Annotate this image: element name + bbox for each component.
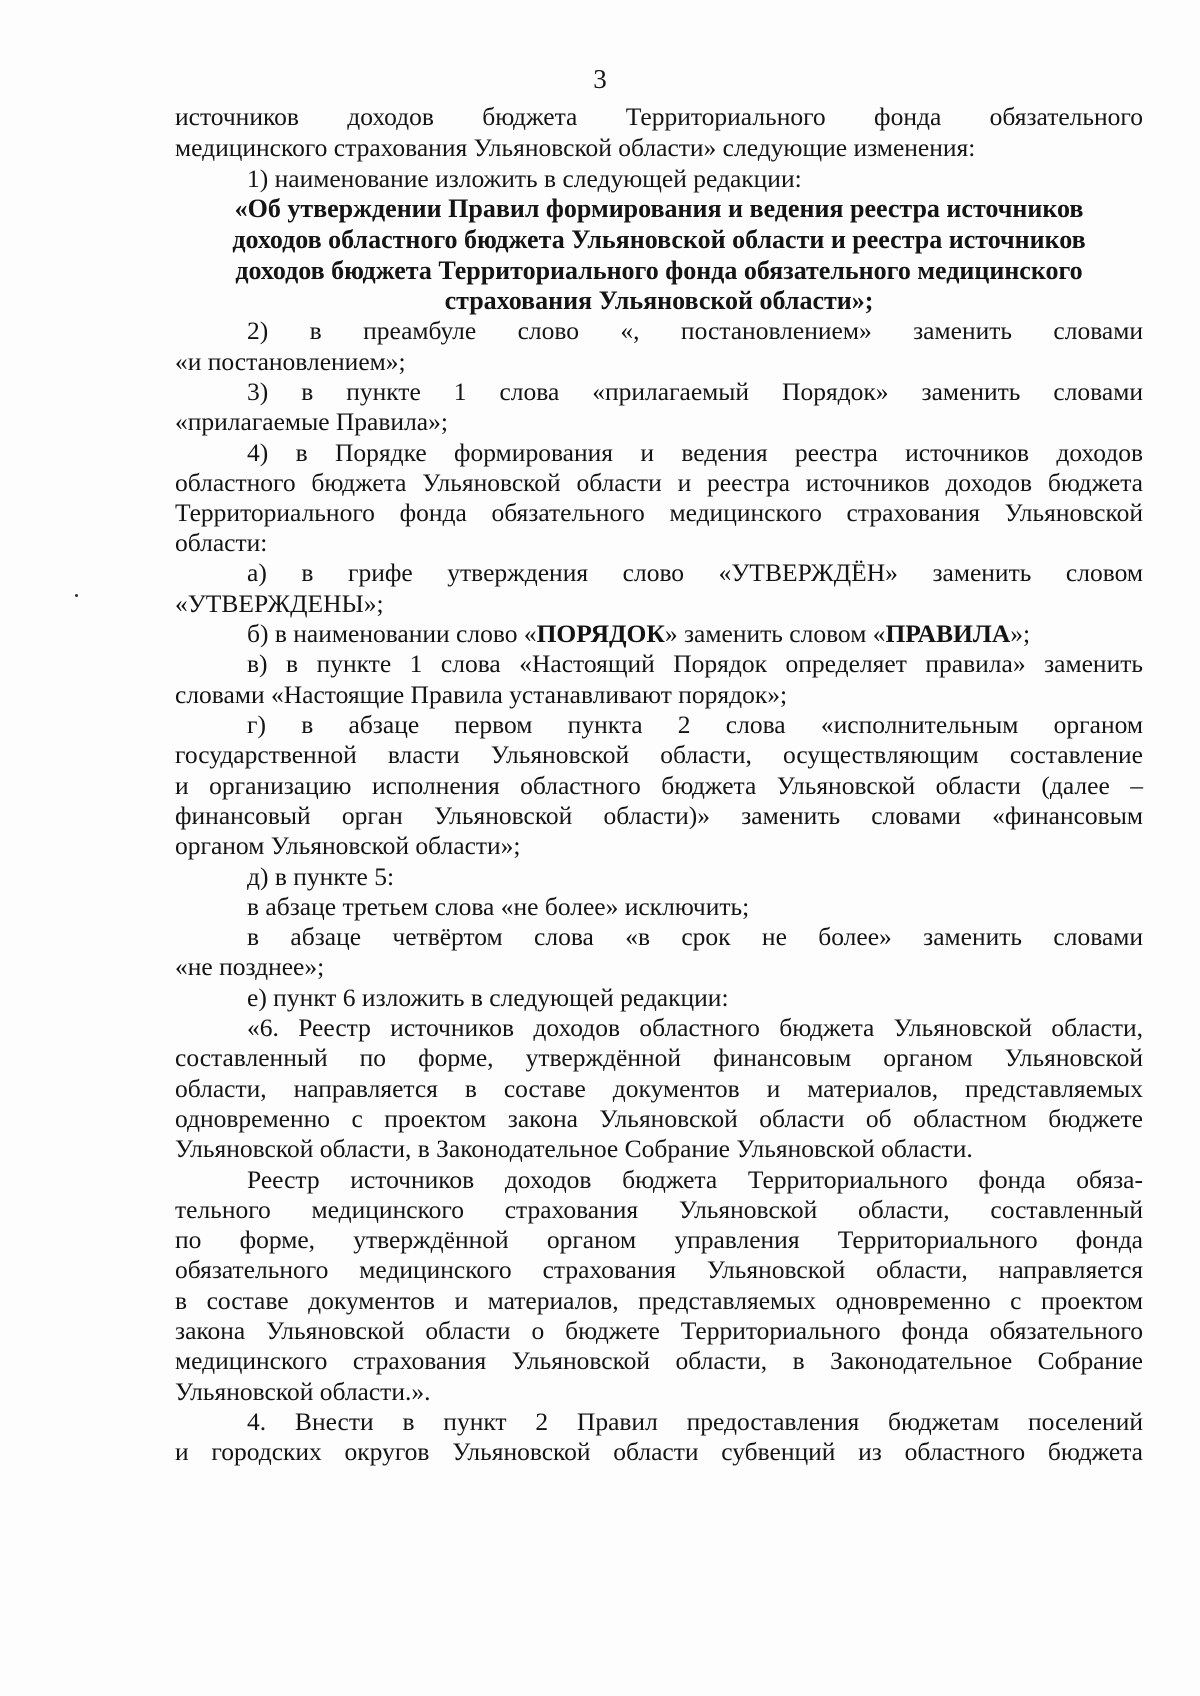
text-line: области: — [175, 528, 268, 557]
text-line: финансовый орган Ульяновской области)» заменить словами «финансовым — [175, 801, 1143, 830]
text-line: в) в пункте 1 слова «Настоящий Порядок определяет правила» заменить — [247, 649, 1143, 678]
text-line: и организацию исполнения областного бюджета Ульяновской области (далее – — [175, 771, 1143, 800]
text-line: области, направляется в составе документов и материалов, представляемых — [175, 1074, 1143, 1103]
heading-line: доходов областного бюджета Ульяновской области и реестра источников — [232, 225, 1086, 254]
text-line: е) пункт 6 изложить в следующей редакции: — [247, 983, 729, 1012]
text-line: 1) наименование изложить в следующей редакции: — [247, 164, 802, 193]
text-line: в составе документов и материалов, представляемых одновременно с проектом — [175, 1286, 1143, 1315]
text-line: «не позднее»; — [175, 952, 325, 981]
text-line: одновременно с проектом закона Ульяновской области об областном бюджете — [175, 1104, 1143, 1133]
text-line: Ульяновской области, в Законодательное Собрание Ульяновской области. — [175, 1134, 973, 1163]
text-line: в абзаце четвёртом слова «в срок не более» заменить словами — [247, 922, 1143, 951]
text-line: по форме, утверждённой органом управления Территориального фонда — [175, 1225, 1143, 1254]
text-line: источников доходов бюджета Территориального фонда обязательного — [175, 102, 1143, 131]
heading-line: страхования Ульяновской области»; — [444, 286, 874, 315]
text-line: медицинского страхования Ульяновской области, в Законодательное Собрание — [175, 1346, 1143, 1375]
scan-speck — [75, 594, 78, 597]
bold-word-poryadok: ПОРЯДОК — [536, 619, 665, 648]
text-line: Ульяновской области.». — [175, 1377, 431, 1406]
text-line: 3) в пункте 1 слова «прилагаемый Порядок» заменить словами — [247, 377, 1143, 406]
text-line: Реестр источников доходов бюджета Территориального фонда обяза- — [247, 1165, 1143, 1194]
text-line-mixed — [247, 618, 1143, 650]
text-line: г) в абзаце первом пункта 2 слова «исполнительным органом — [247, 710, 1143, 739]
text-line: обязательного медицинского страхования Ульяновской области, направляется — [175, 1255, 1143, 1284]
text-line: «УТВЕРЖДЕНЫ»; — [175, 589, 384, 618]
text-line: органом Ульяновской области»; — [175, 831, 521, 860]
text-line: 2) в преамбуле слово «, постановлением» заменить словами — [247, 316, 1143, 345]
text-line: словами «Настоящие Правила устанавливают порядок»; — [175, 680, 788, 709]
bold-word-pravila: ПРАВИЛА — [885, 619, 1011, 648]
text-line: в абзаце третьем слова «не более» исключить; — [247, 892, 750, 921]
text-line: а) в грифе утверждения слово «УТВЕРЖДЁН» заменить словом — [247, 558, 1143, 587]
text-line: 4. Внести в пункт 2 Правил предоставления бюджетам поселений — [247, 1407, 1143, 1436]
text-line: «и постановлением»; — [175, 347, 406, 376]
heading-line: «Об утверждении Правил формирования и ведения реестра источников — [234, 194, 1084, 223]
text-segment: б) в наименовании слово « — [247, 619, 537, 648]
text-line: тельного медицинского страхования Ульяновской области, составленный — [175, 1195, 1143, 1224]
page-number: 3 — [593, 64, 607, 94]
heading-line: доходов бюджета Территориального фонда обязательного медицинского — [235, 256, 1083, 285]
text-segment: » заменить словом « — [664, 619, 886, 648]
text-line: закона Ульяновской области о бюджете Территориального фонда обязательного — [175, 1316, 1143, 1345]
text-line: «6. Реестр источников доходов областного бюджета Ульяновской области, — [247, 1013, 1143, 1042]
text-line: областного бюджета Ульяновской области и реестра источников доходов бюджета — [175, 468, 1143, 497]
text-line: государственной власти Ульяновской области, осуществляющим составление — [175, 740, 1143, 769]
text-line: Территориального фонда обязательного медицинского страхования Ульяновской — [175, 498, 1143, 527]
text-line: 4) в Порядке формирования и ведения реестра источников доходов — [247, 438, 1143, 467]
text-line: «прилагаемые Правила»; — [175, 407, 448, 436]
text-line: и городских округов Ульяновской области субвенций из областного бюджета — [175, 1437, 1143, 1466]
text-line: медицинского страхования Ульяновской области» следующие изменения: — [175, 133, 976, 162]
text-segment: »; — [1010, 619, 1031, 648]
text-line: составленный по форме, утверждённой финансовым органом Ульяновской — [175, 1043, 1143, 1072]
text-line: д) в пункте 5: — [247, 862, 395, 891]
